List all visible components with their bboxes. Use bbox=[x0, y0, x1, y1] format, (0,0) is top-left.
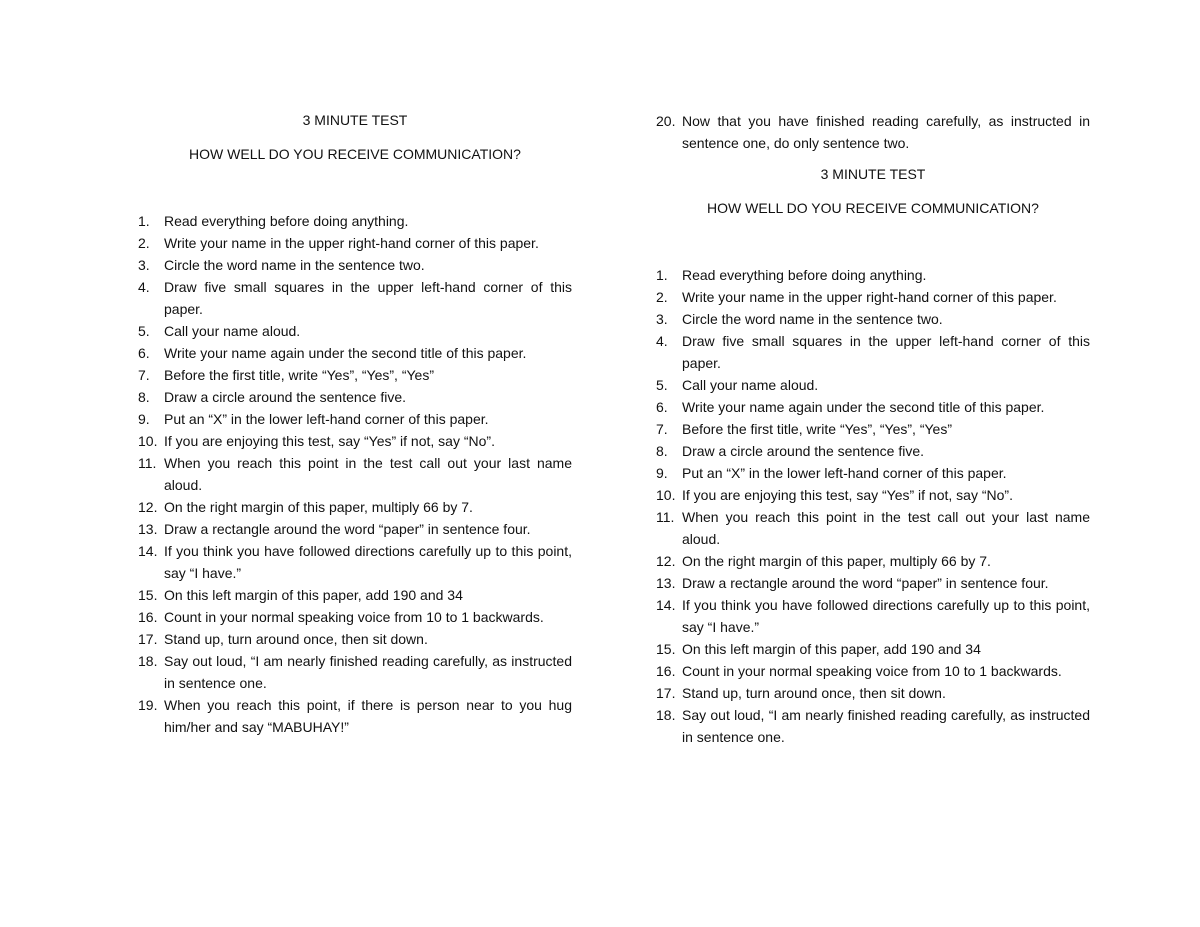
list-item bbox=[656, 572, 1090, 594]
item-number: 2. bbox=[656, 289, 668, 305]
list-item bbox=[656, 682, 1090, 704]
item-text: Write your name in the upper right-hand corner of this paper. bbox=[682, 289, 1057, 305]
list-item bbox=[656, 484, 1090, 506]
item-text: Call your name aloud. bbox=[682, 377, 819, 393]
continued-list bbox=[656, 110, 1090, 154]
item-text: If you are enjoying this test, say “Yes” if not, say “No”. bbox=[682, 487, 1013, 503]
item-number: 14. bbox=[656, 597, 676, 613]
list-item bbox=[138, 364, 572, 386]
item-number: 3. bbox=[656, 311, 668, 327]
item-text: Now that you have finished reading carefully, as instructed in sentence one, do only sentence two. bbox=[682, 113, 1090, 151]
item-text: Put an “X” in the lower left-hand corner of this paper. bbox=[164, 411, 489, 427]
item-number: 10. bbox=[656, 487, 676, 503]
test-title: 3 MINUTE TEST bbox=[302, 112, 408, 128]
list-item bbox=[656, 594, 1090, 638]
item-text: Say out loud, “I am nearly finished reading carefully, as instructed in sentence one. bbox=[682, 707, 1090, 745]
item-text: On the right margin of this paper, multiply 66 by 7. bbox=[682, 553, 991, 569]
item-number: 8. bbox=[656, 443, 668, 459]
item-number: 8. bbox=[138, 389, 150, 405]
list-item bbox=[656, 440, 1090, 462]
item-number: 7. bbox=[138, 367, 150, 383]
list-item bbox=[138, 342, 572, 364]
list-item bbox=[138, 452, 572, 496]
item-text: Draw a circle around the sentence five. bbox=[682, 443, 925, 459]
item-number: 9. bbox=[656, 465, 668, 481]
list-item bbox=[138, 386, 572, 408]
item-text: Stand up, turn around once, then sit down. bbox=[164, 631, 428, 647]
list-item bbox=[138, 320, 572, 342]
item-text: Count in your normal speaking voice from 10 to 1 backwards. bbox=[682, 663, 1062, 679]
item-text: If you are enjoying this test, say “Yes” if not, say “No”. bbox=[164, 433, 495, 449]
list-item bbox=[656, 396, 1090, 418]
item-number: 5. bbox=[656, 377, 668, 393]
list-item bbox=[138, 254, 572, 276]
item-number: 17. bbox=[138, 631, 158, 647]
item-text: Read everything before doing anything. bbox=[164, 213, 409, 229]
item-text: Circle the word name in the sentence two. bbox=[682, 311, 943, 327]
list-item bbox=[656, 418, 1090, 440]
list-item bbox=[656, 462, 1090, 484]
item-number: 18. bbox=[656, 707, 676, 723]
item-number: 1. bbox=[656, 267, 668, 283]
item-text: On this left margin of this paper, add 190 and 34 bbox=[682, 641, 981, 657]
item-text: Before the first title, write “Yes”, “Yes”, “Yes” bbox=[164, 367, 434, 383]
instruction-list bbox=[138, 210, 572, 738]
item-number: 16. bbox=[656, 663, 676, 679]
list-item bbox=[138, 430, 572, 452]
item-number: 9. bbox=[138, 411, 150, 427]
item-number: 13. bbox=[656, 575, 676, 591]
item-number: 6. bbox=[656, 399, 668, 415]
item-text: If you think you have followed directions carefully up to this point, say “I have.” bbox=[164, 543, 572, 581]
list-item bbox=[138, 540, 572, 584]
item-text: Write your name again under the second title of this paper. bbox=[682, 399, 1045, 415]
item-text: Write your name in the upper right-hand corner of this paper. bbox=[164, 235, 539, 251]
item-number: 12. bbox=[656, 553, 676, 569]
list-item bbox=[138, 518, 572, 540]
item-text: If you think you have followed directions carefully up to this point, say “I have.” bbox=[682, 597, 1090, 635]
list-item bbox=[656, 638, 1090, 660]
list-item bbox=[656, 506, 1090, 550]
item-text: Draw five small squares in the upper left-hand corner of this paper. bbox=[164, 279, 572, 317]
item-number: 3. bbox=[138, 257, 150, 273]
item-number: 13. bbox=[138, 521, 158, 537]
item-text: Draw a rectangle around the word “paper” in sentence four. bbox=[164, 521, 531, 537]
item-text: When you reach this point, if there is person near to you hug him/her and say “MABUHAY!” bbox=[164, 697, 572, 735]
item-text: Count in your normal speaking voice from 10 to 1 backwards. bbox=[164, 609, 544, 625]
item-number: 15. bbox=[656, 641, 676, 657]
item-number: 5. bbox=[138, 323, 150, 339]
instruction-list bbox=[656, 264, 1090, 748]
list-item bbox=[656, 264, 1090, 286]
item-number: 16. bbox=[138, 609, 158, 625]
item-text: Write your name again under the second title of this paper. bbox=[164, 345, 527, 361]
item-text: Draw a rectangle around the word “paper” in sentence four. bbox=[682, 575, 1049, 591]
item-number: 17. bbox=[656, 685, 676, 701]
item-number: 12. bbox=[138, 499, 158, 515]
list-item bbox=[138, 232, 572, 254]
list-item bbox=[138, 210, 572, 232]
list-item bbox=[656, 704, 1090, 748]
item-number: 2. bbox=[138, 235, 150, 251]
item-text: Put an “X” in the lower left-hand corner of this paper. bbox=[682, 465, 1007, 481]
item-number: 14. bbox=[138, 543, 158, 559]
item-number: 7. bbox=[656, 421, 668, 437]
item-text: Circle the word name in the sentence two. bbox=[164, 257, 425, 273]
item-text: Draw a circle around the sentence five. bbox=[164, 389, 407, 405]
item-number: 15. bbox=[138, 587, 158, 603]
list-item bbox=[138, 628, 572, 650]
item-text: Draw five small squares in the upper left-hand corner of this paper. bbox=[682, 333, 1090, 371]
item-number: 1. bbox=[138, 213, 150, 229]
item-text: Before the first title, write “Yes”, “Yes”, “Yes” bbox=[682, 421, 952, 437]
right-column bbox=[656, 110, 1090, 748]
test-subtitle: HOW WELL DO YOU RECEIVE COMMUNICATION? bbox=[189, 146, 521, 162]
list-item bbox=[138, 496, 572, 518]
item-number: 19. bbox=[138, 697, 158, 713]
list-item bbox=[138, 650, 572, 694]
item-number: 4. bbox=[138, 279, 150, 295]
item-text: When you reach this point in the test call out your last name aloud. bbox=[164, 455, 572, 493]
item-text: On this left margin of this paper, add 190 and 34 bbox=[164, 587, 463, 603]
item-text: Call your name aloud. bbox=[164, 323, 301, 339]
list-item bbox=[138, 694, 572, 738]
list-item bbox=[656, 550, 1090, 572]
item-text: When you reach this point in the test call out your last name aloud. bbox=[682, 509, 1090, 547]
item-text: Read everything before doing anything. bbox=[682, 267, 927, 283]
item-number: 11. bbox=[656, 509, 675, 525]
list-item bbox=[656, 308, 1090, 330]
item-number: 10. bbox=[138, 433, 158, 449]
item-text: Stand up, turn around once, then sit down. bbox=[682, 685, 946, 701]
test-title: 3 MINUTE TEST bbox=[820, 166, 926, 182]
item-text: Say out loud, “I am nearly finished reading carefully, as instructed in sentence one. bbox=[164, 653, 572, 691]
item-number: 4. bbox=[656, 333, 668, 349]
list-item bbox=[656, 374, 1090, 396]
item-text: On the right margin of this paper, multiply 66 by 7. bbox=[164, 499, 473, 515]
list-item bbox=[656, 110, 1090, 154]
list-item bbox=[138, 584, 572, 606]
test-subtitle: HOW WELL DO YOU RECEIVE COMMUNICATION? bbox=[707, 200, 1039, 216]
item-number: 6. bbox=[138, 345, 150, 361]
list-item bbox=[138, 408, 572, 430]
item-number: 20. bbox=[656, 113, 676, 129]
list-item bbox=[656, 330, 1090, 374]
item-number: 11. bbox=[138, 455, 157, 471]
list-item bbox=[138, 276, 572, 320]
list-item bbox=[138, 606, 572, 628]
item-number: 18. bbox=[138, 653, 158, 669]
list-item bbox=[656, 286, 1090, 308]
left-column bbox=[138, 110, 572, 738]
list-item bbox=[656, 660, 1090, 682]
